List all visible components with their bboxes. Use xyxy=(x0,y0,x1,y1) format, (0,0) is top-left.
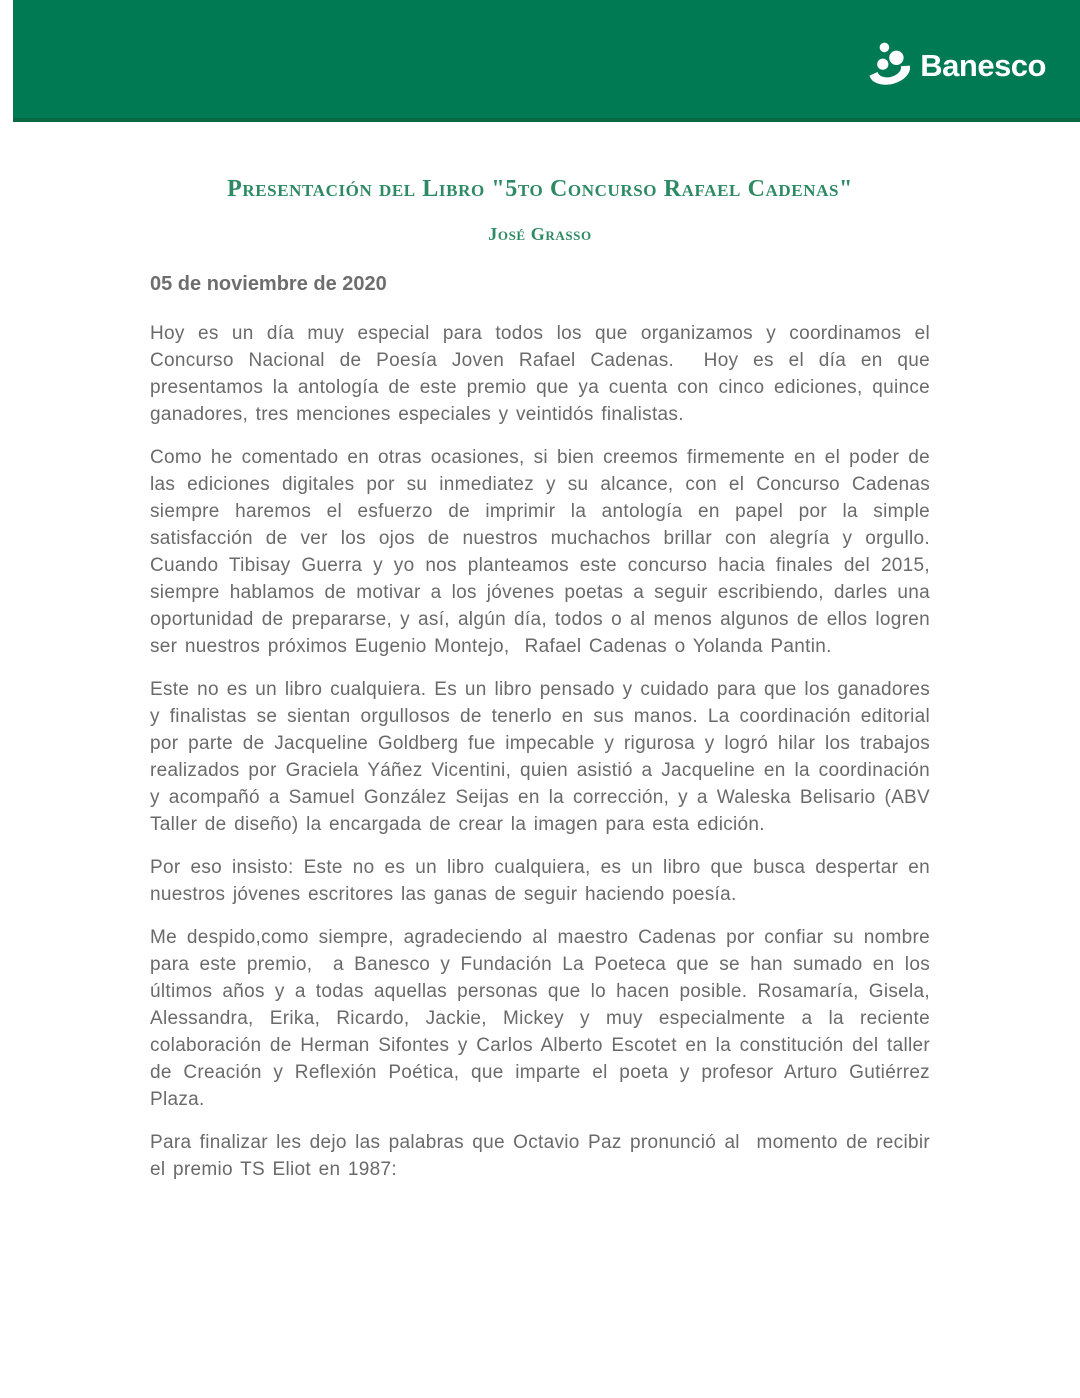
document-date: 05 de noviembre de 2020 xyxy=(150,273,387,295)
paragraph-5: Me despido,como siempre, agradeciendo al maestro Cadenas por confiar su nombre para este premio, a Banesco y Fundación La Poeteca que se han sumado en los últimos años y a todas aquellas personas que lo hacen posible. Rosamaría, Gisela, Alessandra, Erika, Ricardo, Jackie, Mickey y muy especialmente a la reciente colaboración de Herman Sifontes y Carlos Alberto Escotet en la constitución del taller de Creación y Reflexión Poética, que imparte el poeta y profesor Arturo Gutiérrez Plaza. xyxy=(150,927,938,1110)
banesco-logo xyxy=(866,40,1046,90)
paragraph-6: Para finalizar les dejo las palabras que Octavio Paz pronunció al momento de recibir el premio TS Eliot en 1987: xyxy=(150,1132,938,1180)
header-band xyxy=(13,0,1080,122)
paragraph-3: Este no es un libro cualquiera. Es un libro pensado y cuidado para que los ganadores y finalistas se sientan orgullosos de tenerlo en sus manos. La coordinación editorial por parte de Jacqueline Goldberg fue impecable y rigurosa y logró hilar los trabajos realizados por Graciela Yáñez Vicentini, quien asistió a Jacqueline en la coordinación y acompañó a Samuel González Seijas en la corrección, y a Waleska Belisario (ABV Taller de diseño) la encargada de crear la imagen para esta edición. xyxy=(150,679,938,835)
document-title: Presentación del Libro "5to Concurso Rafael Cadenas" xyxy=(227,176,853,202)
paragraph-2: Como he comentado en otras ocasiones, si bien creemos firmemente en el poder de las ediciones digitales por su inmediatez y su alcance, con el Concurso Cadenas siempre haremos el esfuerzo de imprimir la antología en papel por la simple satisfacción de ver los ojos de nuestros muchachos brillar con alegría y orgullo. Cuando Tibisay Guerra y yo nos planteamos este concurso hacia finales del 2015, siempre hablamos de motivar a los jóvenes poetas a seguir escribiendo, darles una oportunidad de prepararse, y así, algún día, todos o al menos algunos de ellos logren ser nuestros próximos Eugenio Montejo, Rafael Cadenas o Yolanda Pantin. xyxy=(150,447,938,657)
document-content xyxy=(150,122,938,1199)
paragraph-1: Hoy es un día muy especial para todos los que organizamos y coordinamos el Concurso Nacional de Poesía Joven Rafael Cadenas. Hoy es el día en que presentamos la antología de este premio que ya cuenta con cinco ediciones, quince ganadores, tres menciones especiales y veintidós finalistas. xyxy=(150,323,938,425)
paragraph-4: Por eso insisto: Este no es un libro cualquiera, es un libro que busca despertar en nuestros jóvenes escritores las ganas de seguir haciendo poesía. xyxy=(150,857,938,905)
banesco-figure-icon xyxy=(866,40,914,90)
document-author: José Grasso xyxy=(488,224,592,244)
banesco-logo-text: Banesco xyxy=(920,47,1046,83)
document-body xyxy=(150,320,938,1183)
